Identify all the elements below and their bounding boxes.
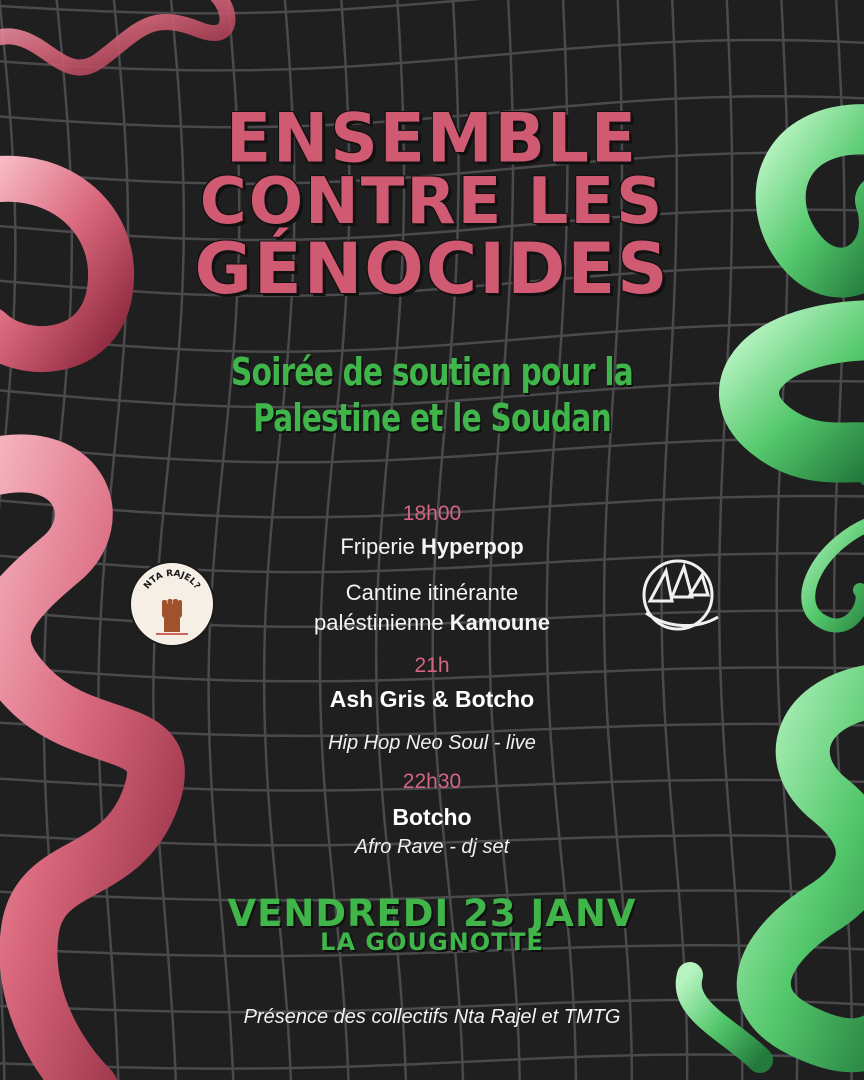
green-tail xyxy=(808,520,864,626)
event-date: VENDREDI 23 JANV xyxy=(227,892,637,935)
event-venue: LA GOUGNOTTE xyxy=(320,928,544,956)
green-blob-mid xyxy=(749,330,864,460)
tmtg-sails-icon xyxy=(632,555,724,635)
pink-squiggle-top xyxy=(0,0,228,68)
cantine-line-1: Cantine itinérante xyxy=(345,580,519,605)
title-line-2: CONTRE LES xyxy=(199,165,665,239)
cantine-name: Kamoune xyxy=(449,610,551,635)
subtitle-line-2: Palestine et le Soudan xyxy=(253,396,611,440)
cantine-line-2 xyxy=(232,610,632,636)
time-22h30: 22h30 xyxy=(402,770,462,793)
friperie-prefix: Friperie xyxy=(340,534,421,559)
subtitle-line-1: Soirée de soutien pour la xyxy=(231,350,633,394)
title-line-1: ENSEMBLE xyxy=(225,99,639,178)
raised-fist-icon xyxy=(162,599,182,632)
svg-text:NTA RAJEL?: NTA RAJEL? xyxy=(142,568,202,592)
green-blob-bottom xyxy=(764,690,864,1045)
time-21h: 21h xyxy=(414,654,450,677)
cantine-prefix: paléstinienne xyxy=(313,610,450,635)
act-2-genre: Hip Hop Neo Soul - live xyxy=(328,732,536,754)
act-ash-gris-botcho: Ash Gris & Botcho xyxy=(329,686,535,712)
act-botcho: Botcho xyxy=(392,804,472,830)
time-18h00: 18h00 xyxy=(402,502,462,525)
friperie-line xyxy=(232,534,632,560)
act-3-genre: Afro Rave - dj set xyxy=(354,836,510,858)
pink-blob-left xyxy=(0,463,156,1080)
footer-collectives: Présence des collectifs Nta Rajel et TMTG xyxy=(243,1006,621,1028)
friperie-name: Hyperpop xyxy=(421,534,524,559)
title-line-3: GÉNOCIDES xyxy=(194,228,670,310)
nta-rajel-logo xyxy=(128,560,216,648)
